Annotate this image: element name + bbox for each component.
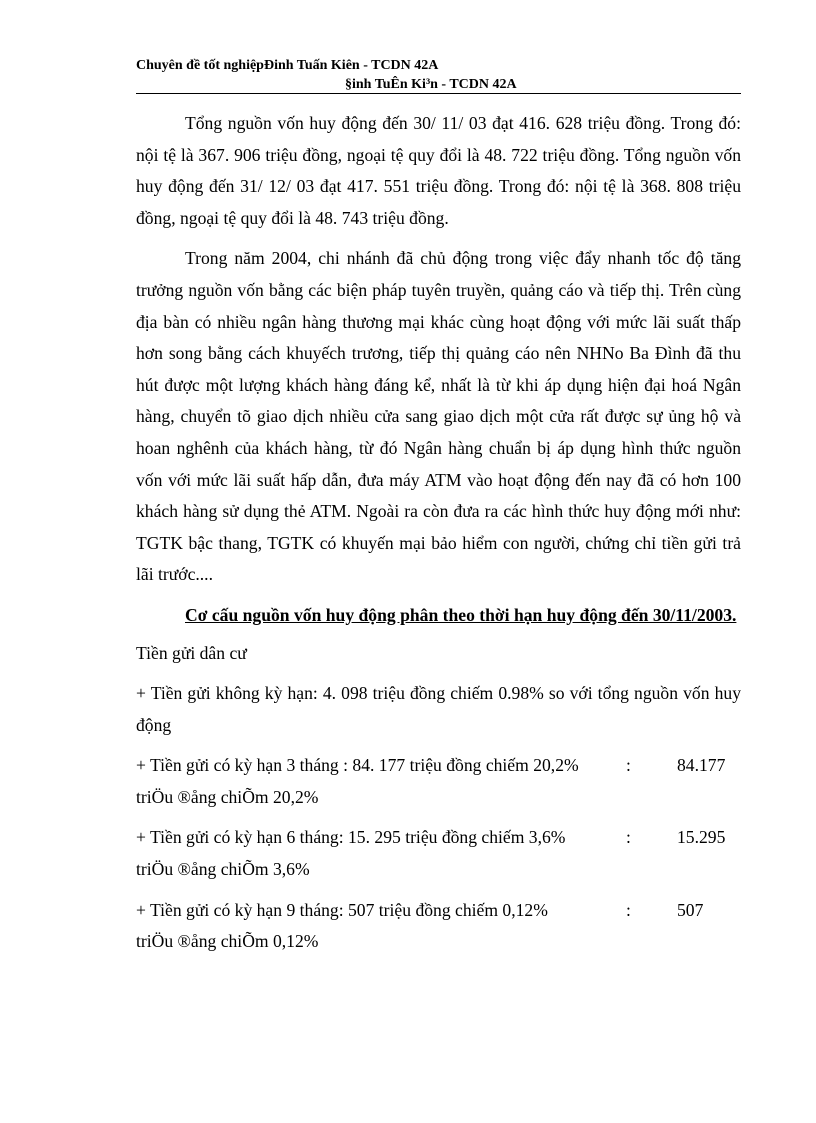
item-amount: 84.177 xyxy=(677,755,726,776)
paragraph-capital-totals: Tổng nguồn vốn huy động đến 30/ 11/ 03 đạt 416. 628 triệu đồng. Trong đó: nội tệ là 367. 906 triệu đồng, ngoại tệ quy đổi là 48. 722 triệu đồng. Tổng nguồn vốn huy động đến 31/ 12/ 03 đạt 417. 551 triệu đồng. Trong đó: nội tệ là 368. 808 triệu đồng, ngoại tệ quy đổi là 48. 743 triệu đồng. xyxy=(136,113,741,228)
item-colon: : xyxy=(626,899,631,920)
item-text: + Tiền gửi không kỳ hạn: 4. 098 triệu đồng chiếm 0.98% so với tổng nguồn vốn huy động xyxy=(136,683,741,735)
header-line-1: Chuyên đề tốt nghiệpĐinh Tuấn Kiên - TCDN 42A xyxy=(136,58,439,73)
subheading-resident-deposits: Tiền gửi dân cư xyxy=(136,642,247,663)
item-amount: 507 xyxy=(677,899,704,920)
list-item-demand-deposits xyxy=(136,678,741,741)
item-text: + Tiền gửi có kỳ hạn 9 tháng: 507 triệu đồng chiếm 0,12% xyxy=(136,899,548,920)
section-heading: Cơ cấu nguồn vốn huy động phân theo thời hạn huy động đến 30/11/2003. xyxy=(185,604,737,625)
paragraph-2004-activities: Trong năm 2004, chi nhánh đã chủ động trong việc đẩy nhanh tốc độ tăng trưởng nguồn vốn bằng các biện pháp tuyên truyền, quảng cáo và tiếp thị. Trên cùng địa bàn có nhiều ngân hàng thương mại khác cùng hoạt động với mức lãi suất thấp hơn song bằng cách khuyếch trương, tiếp thị quảng cáo nên NHNo Ba Đình đã thu hút được một lượng khách hàng đáng kể, nhất là từ khi áp dụng hiện đại hoá Ngân hàng, chuyển tõ giao dịch nhiều cửa sang giao dịch một cửa rất được sự ủng hộ và hoan nghênh của khách hàng, từ đó Ngân hàng chuẩn bị áp dụng hình thức nguồn vốn với mức lãi suất hấp dẫn, đưa máy ATM vào hoạt động đến nay đã có hơn 100 khách hàng sử dụng thẻ ATM. Ngoài ra còn đưa ra các hình thức huy động mới như: TGTK bậc thang, TGTK có khuyến mại bảo hiểm con người, chứng chỉ tiền gửi trả lãi trước.... xyxy=(136,248,741,585)
item-amount: 15.295 xyxy=(677,827,726,848)
document-body xyxy=(136,108,741,958)
item-colon: : xyxy=(626,755,631,776)
header-line-2: §inh TuÊn Ki³n - TCDN 42A xyxy=(345,77,517,92)
list-item-3-month-deposits xyxy=(136,750,741,813)
item-garbled-text: triÖu ®ång chiÕm 0,12% xyxy=(136,931,319,952)
item-text: + Tiền gửi có kỳ hạn 3 tháng : 84. 177 triệu đồng chiếm 20,2% xyxy=(136,755,579,776)
item-text: + Tiền gửi có kỳ hạn 6 tháng: 15. 295 triệu đồng chiếm 3,6% xyxy=(136,827,566,848)
item-colon: : xyxy=(626,827,631,848)
header-divider xyxy=(136,93,741,94)
item-garbled-text: triÖu ®ång chiÕm 20,2% xyxy=(136,786,319,807)
list-item-9-month-deposits xyxy=(136,895,741,958)
item-garbled-text: triÖu ®ång chiÕm 3,6% xyxy=(136,859,310,880)
list-item-6-month-deposits xyxy=(136,822,741,885)
